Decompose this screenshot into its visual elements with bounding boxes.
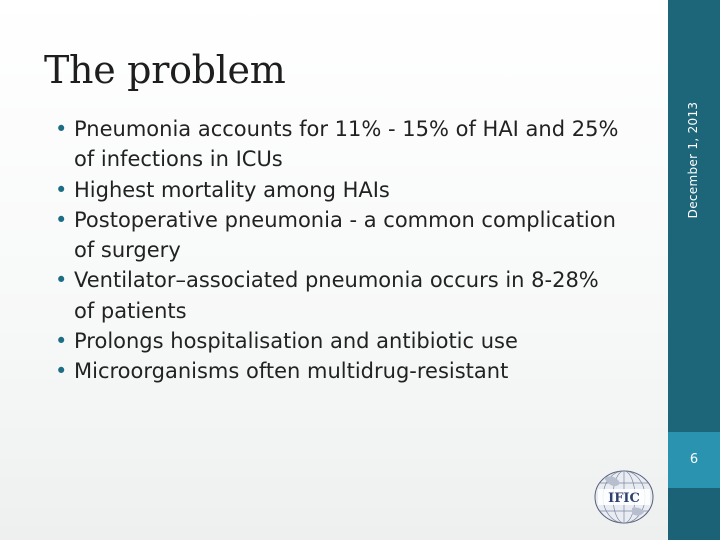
bullet-text: Highest mortality among HAIs [74,177,390,202]
bullet-item [54,205,624,266]
logo-text: IFIC [608,491,640,506]
page-number: 6 [689,452,699,467]
slide-title: The problem [44,48,286,92]
bullet-item [54,114,624,175]
bullet-marker: • [55,268,68,293]
bullet-text: Pneumonia accounts for 11% - 15% of HAI and 25% of infections in ICUs [74,117,619,172]
bullet-marker: • [55,207,68,232]
bullet-marker: • [55,359,68,384]
bullet-text: Ventilator–associated pneumonia occurs in 8-28% of patients [74,268,599,323]
bullet-item [54,175,624,205]
bullet-list [54,114,624,387]
bullet-item [54,265,624,326]
slide-date: December 1, 2013 [686,101,700,219]
bullet-text: Postoperative pneumonia - a common complication of surgery [74,207,616,263]
bullet-marker: • [55,329,68,354]
bullet-text: Prolongs hospitalisation and antibiotic use [74,329,518,354]
bullet-text: Microorganisms often multidrug-resistant [74,359,509,384]
bullet-marker: • [55,177,68,202]
bullet-marker: • [55,117,68,141]
bullet-item [54,326,624,356]
page-number-box [668,432,720,488]
ific-globe-logo-icon [592,468,656,526]
bullet-item [54,356,624,386]
